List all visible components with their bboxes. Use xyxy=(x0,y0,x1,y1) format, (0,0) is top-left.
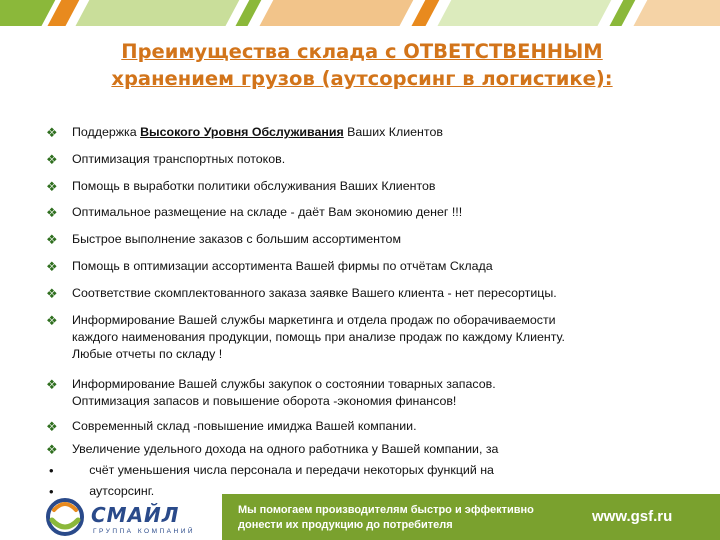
four-diamond-bullet-icon: ❖ xyxy=(46,232,58,247)
item-text: Оптимальное размещение на складе - даёт Вам экономию денег !!! xyxy=(72,205,463,219)
list-item xyxy=(46,258,696,275)
four-diamond-bullet-icon: ❖ xyxy=(46,419,58,434)
slogan-line-1: Мы помогаем производителям быстро и эффективно xyxy=(238,504,534,516)
item-text: Соответствие скомплектованного заказа заявке Вашего клиента - нет пересортицы. xyxy=(72,286,557,300)
four-diamond-bullet-icon: ❖ xyxy=(46,125,58,140)
website-link[interactable]: www.gsf.ru xyxy=(592,508,673,525)
title-line-2: хранением грузов (аутсорсинг в логистике): xyxy=(111,67,613,90)
item-text: аутсорсинг. xyxy=(72,484,155,498)
list-item xyxy=(46,376,696,410)
four-diamond-bullet-icon: ❖ xyxy=(46,152,58,167)
list-item xyxy=(46,178,696,195)
item-text-line-2: Оптимизация запасов и повышение оборота -экономия финансов! xyxy=(72,394,457,408)
list-item xyxy=(46,124,696,141)
item-text: Помощь в выработки политики обслуживания Ваших Клиентов xyxy=(72,179,436,193)
list-item xyxy=(46,418,696,435)
list-item xyxy=(46,151,696,168)
dot-bullet-icon: • xyxy=(49,463,54,478)
dot-bullet-icon: • xyxy=(49,484,54,499)
item-text: Быстрое выполнение заказов с большим ассортиментом xyxy=(72,232,401,246)
list-item xyxy=(46,231,696,248)
four-diamond-bullet-icon: ❖ xyxy=(46,313,58,328)
footer-slogan xyxy=(238,503,538,533)
four-diamond-bullet-icon: ❖ xyxy=(46,259,58,274)
logo-name: СМАЙЛ xyxy=(91,503,180,527)
item-text-line-1: Информирование Вашей службы маркетинга и отдела продаж по оборачиваемости xyxy=(72,313,556,327)
item-text: счёт уменьшения числа персонала и передачи некоторых функций на xyxy=(72,463,494,477)
item-text-prefix: Поддержка xyxy=(72,125,141,139)
four-diamond-bullet-icon: ❖ xyxy=(46,377,58,392)
smile-logo-icon xyxy=(44,496,86,538)
item-text-line-1: Информирование Вашей службы закупок о состоянии товарных запасов. xyxy=(72,377,496,391)
logo-subtitle: ГРУППА КОМПАНИЙ xyxy=(93,528,196,535)
footer xyxy=(0,494,720,540)
list-item xyxy=(46,441,696,458)
list-item xyxy=(46,204,696,221)
four-diamond-bullet-icon: ❖ xyxy=(46,286,58,301)
item-text-suffix: Ваших Клиентов xyxy=(343,125,443,139)
list-item xyxy=(46,285,696,302)
item-text: Оптимизация транспортных потоков. xyxy=(72,152,286,166)
four-diamond-bullet-icon: ❖ xyxy=(46,442,58,457)
four-diamond-bullet-icon: ❖ xyxy=(46,179,58,194)
item-text-line-3: Любые отчеты по складу ! xyxy=(72,347,223,361)
item-text: Увеличение удельного дохода на одного работника у Вашей компании, за xyxy=(72,442,499,456)
list-item xyxy=(46,312,696,363)
title-line-1: Преимущества склада с ОТВЕТСТВЕННЫМ xyxy=(121,40,603,63)
item-text: Помощь в оптимизации ассортимента Вашей фирмы по отчётам Склада xyxy=(72,259,493,273)
item-text-emphasis: Высокого Уровня Обслуживания xyxy=(140,125,344,139)
list-item xyxy=(46,462,696,479)
item-text: Современный склад -повышение имиджа Вашей компании. xyxy=(72,419,417,433)
company-logo xyxy=(44,496,219,538)
four-diamond-bullet-icon: ❖ xyxy=(46,205,58,220)
slogan-line-2: донести их продукцию до потребителя xyxy=(238,519,453,531)
item-text-line-2: каждого наименования продукции, помощь при анализе продаж по каждому Клиенту. xyxy=(72,330,565,344)
